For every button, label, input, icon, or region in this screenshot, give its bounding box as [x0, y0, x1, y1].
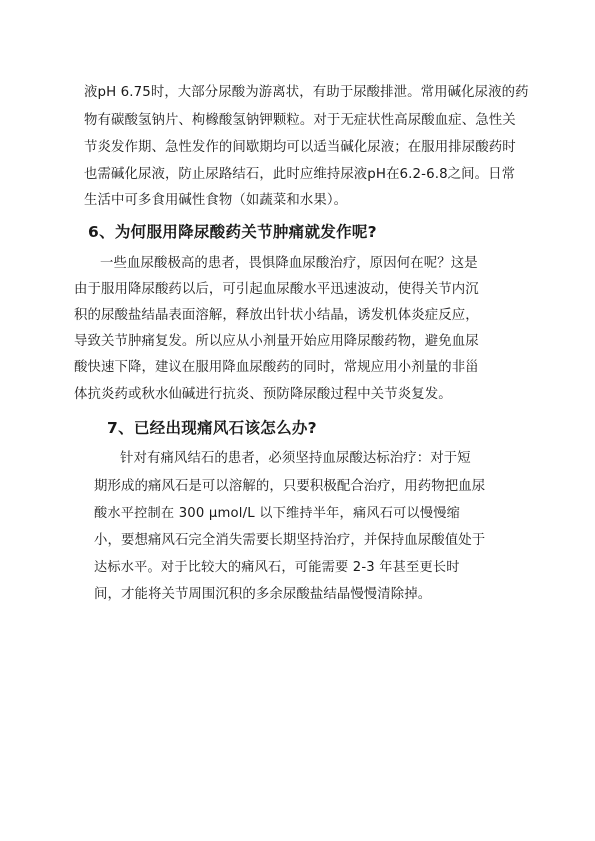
section-6-heading: 6、为何服用降尿酸药关节肿痛就发作呢?	[88, 223, 377, 241]
section-7-line-1: 针对有痛风结石的患者，必须坚持血尿酸达标治疗：对于短	[120, 451, 471, 466]
section-7-line-5: 达标水平。对于比较大的痛风石，可能需要 2-3 年甚至更长时	[94, 560, 460, 575]
section-7-heading: 7、已经出现痛风石该怎么办?	[107, 419, 317, 437]
section-7-line-3: 酸水平控制在 300 μmol/L 以下维持半年，痛风石可以慢慢缩	[94, 506, 461, 521]
section-7-line-2: 期形成的痛风石是可以溶解的，只要积极配合治疗，用药物把血尿	[94, 479, 486, 494]
intro-line-3: 节炎发作期、急性发作的间歇期均可以适当碱化尿液；在服用排尿酸药时	[84, 140, 516, 155]
section-6-line-2: 由于服用降尿酸药以后，可引起血尿酸水平迅速波动，使得关节内沉	[74, 282, 479, 297]
section-6-line-3: 积的尿酸盐结晶表面溶解，释放出针状小结晶，诱发机体炎症反应，	[74, 308, 479, 323]
section-7-line-6: 间，才能将关节周围沉积的多余尿酸盐结晶慢慢清除掉。	[94, 587, 432, 602]
section-6-line-5: 酸快速下降，建议在服用降血尿酸药的同时，常规应用小剂量的非甾	[74, 360, 479, 375]
intro-line-1: 液pH 6.75时，大部分尿酸为游离状，有助于尿酸排泄。常用碱化尿液的药	[84, 85, 529, 100]
section-6-line-1: 一些血尿酸极高的患者，畏惧降血尿酸治疗，原因何在呢？这是	[100, 256, 478, 271]
intro-line-2: 物有碳酸氢钠片、枸橼酸氢钠钾颗粒。对于无症状性高尿酸血症、急性关	[84, 113, 516, 128]
intro-line-4: 也需碱化尿液，防止尿路结石，此时应维持尿液pH在6.2-6.8之间。日常	[84, 167, 516, 182]
section-6-line-6: 体抗炎药或秋水仙碱进行抗炎、预防降尿酸过程中关节炎复发。	[74, 387, 452, 402]
section-7-line-4: 小，要想痛风石完全消失需要长期坚持治疗，并保持血尿酸值处于	[94, 533, 486, 548]
section-6-line-4: 导致关节肿痛复发。所以应从小剂量开始应用降尿酸药物，避免血尿	[74, 334, 479, 349]
intro-line-5: 生活中可多食用碱性食物（如蔬菜和水果）。	[84, 193, 348, 208]
